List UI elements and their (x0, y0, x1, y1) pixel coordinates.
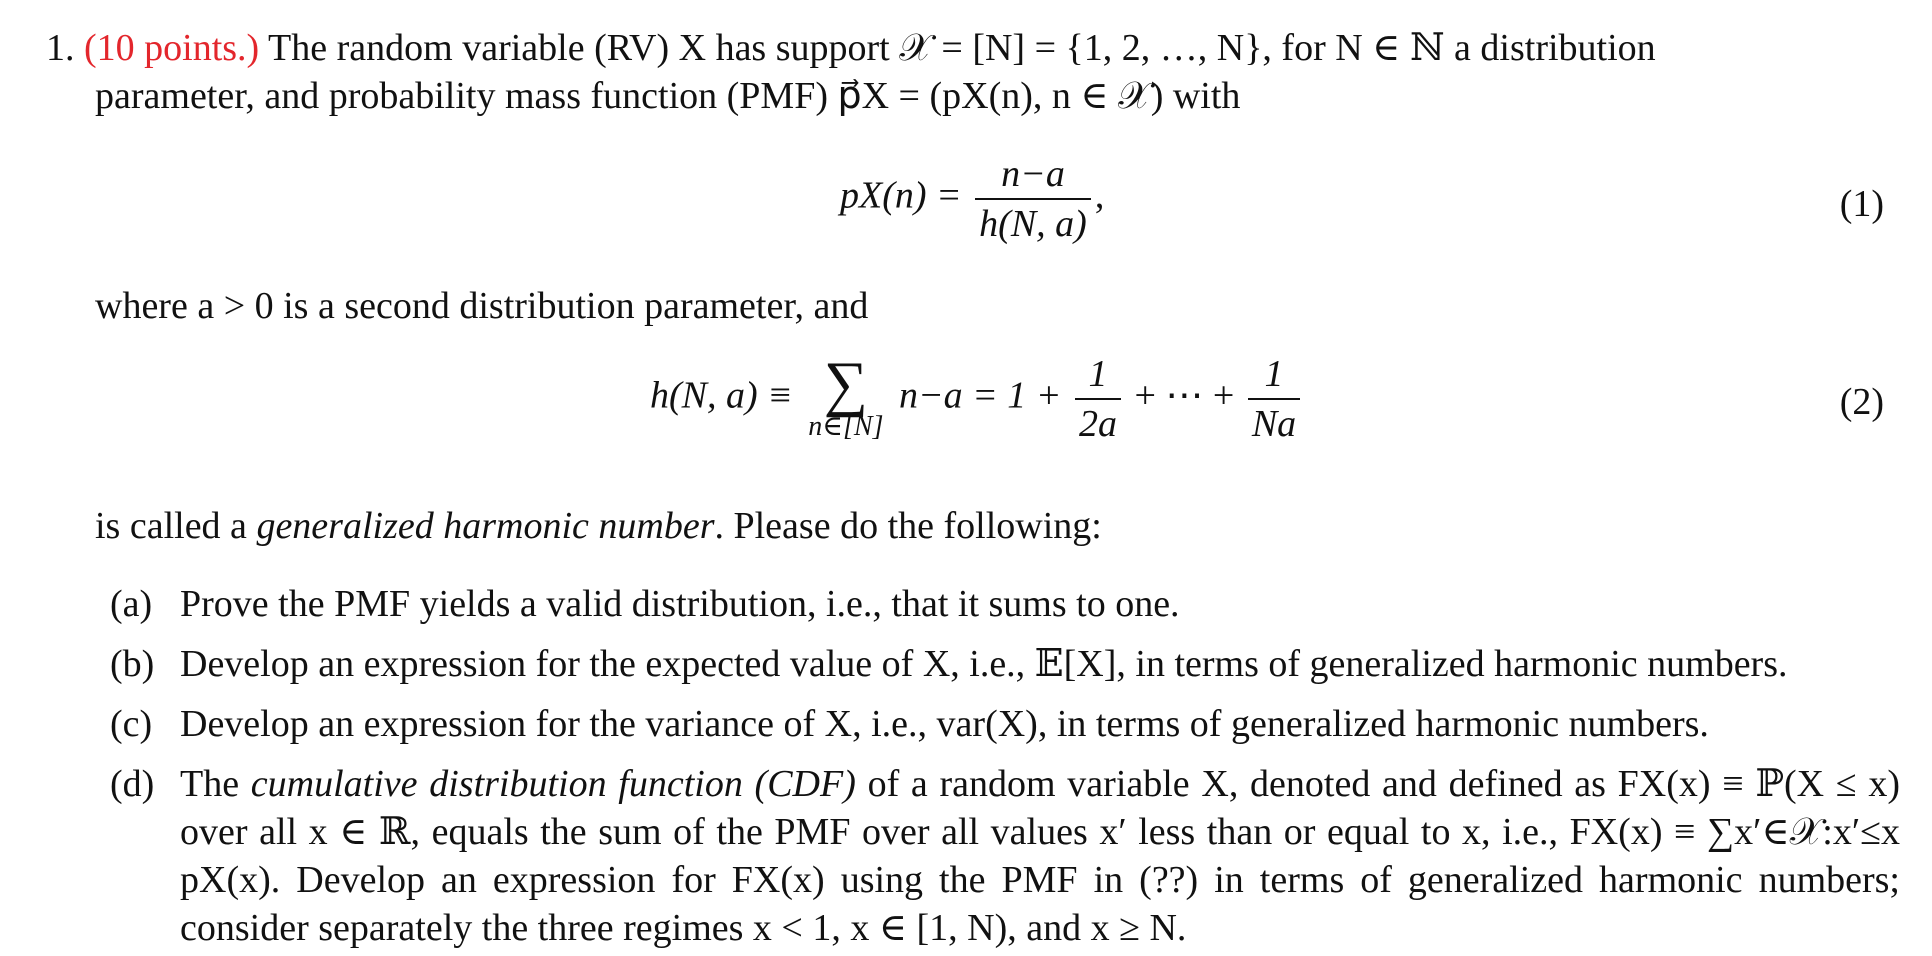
eq1-numerator: n−a (1001, 153, 1065, 195)
problem-number: 1. (46, 27, 75, 69)
eq2-f1-numerator: 1 (1088, 353, 1108, 395)
eq2-lhs: h(N, a) ≡ (650, 374, 793, 417)
called-post: . Please do the following: (714, 505, 1102, 547)
eq1-fraction (975, 150, 1091, 248)
equation-2-number: (2) (1839, 381, 1884, 423)
points-label: (10 points.) (84, 27, 260, 69)
eq2-f2-numerator: 1 (1264, 353, 1284, 395)
item-a-label: (a) (110, 583, 153, 625)
intro-line-1: The random variable (RV) X has support 𝒳 = [N] = {1, 2, …, N}, for N ∈ ℕ a distribution (268, 27, 1656, 69)
item-a-text: Prove the PMF yields a valid distribution, i.e., that it sums to one. (180, 583, 1180, 625)
eq2-f1-denominator: 2a (1075, 398, 1121, 448)
item-d-label: (d) (110, 763, 155, 805)
item-d-post: of a random variable X, denoted and defined as FX(x) ≡ ℙ(X ≤ x) over all x ∈ ℝ, equals the sum of the PMF over all values x′ less than or equal to x, i.e., FX(x) ≡ ∑x′∈𝒳:x′≤x pX(x). Develop an expression for FX(x) using the PMF in (??) in terms of generalized harmonic numbers; consider separately the three regimes x < 1, x ∈ [1, N), and x ≥ N. (180, 763, 1900, 949)
eq2-fraction-2 (1248, 350, 1300, 448)
eq1-denominator: h(N, a) (975, 198, 1091, 248)
equation-1 (840, 150, 1104, 248)
eq2-mid: + ⋯ + (1134, 374, 1235, 417)
item-a (110, 580, 1900, 630)
problem-header (46, 24, 1886, 72)
intro-line-2: parameter, and probability mass function (PMF) p⃗X = (pX(n), n ∈ 𝒳) with (95, 75, 1241, 117)
eq2-f2-denominator: Na (1248, 398, 1300, 448)
item-b (110, 640, 1900, 690)
called-emphasis: generalized harmonic number (256, 505, 715, 547)
item-d (110, 760, 1900, 950)
sum-subscript: n∈[N] (808, 411, 884, 442)
eq1-tail: , (1094, 174, 1105, 217)
item-c-text: Develop an expression for the variance of X, i.e., var(X), in terms of generalized harmonic numbers. (180, 703, 1709, 745)
eq1-lhs: pX(n) = (840, 174, 962, 217)
equation-2 (650, 350, 1304, 448)
sum-symbol: ∑ n∈[N] (808, 350, 884, 442)
item-c (110, 700, 1900, 750)
item-d-pre: The (180, 763, 251, 805)
called-line (95, 502, 1102, 550)
item-d-emphasis: cumulative distribution function (CDF) (250, 763, 856, 805)
equation-1-number: (1) (1839, 183, 1884, 225)
item-d-text (180, 760, 1900, 952)
item-b-label: (b) (110, 643, 155, 685)
where-line: where a > 0 is a second distribution parameter, and (95, 285, 869, 327)
eq2-fraction-1 (1075, 350, 1121, 448)
item-c-label: (c) (110, 703, 153, 745)
called-pre: is called a (95, 505, 257, 547)
item-b-text: Develop an expression for the expected value of X, i.e., 𝔼[X], in terms of generalized harmonic numbers. (180, 643, 1788, 685)
eq2-body: n−a = 1 + (899, 374, 1062, 417)
